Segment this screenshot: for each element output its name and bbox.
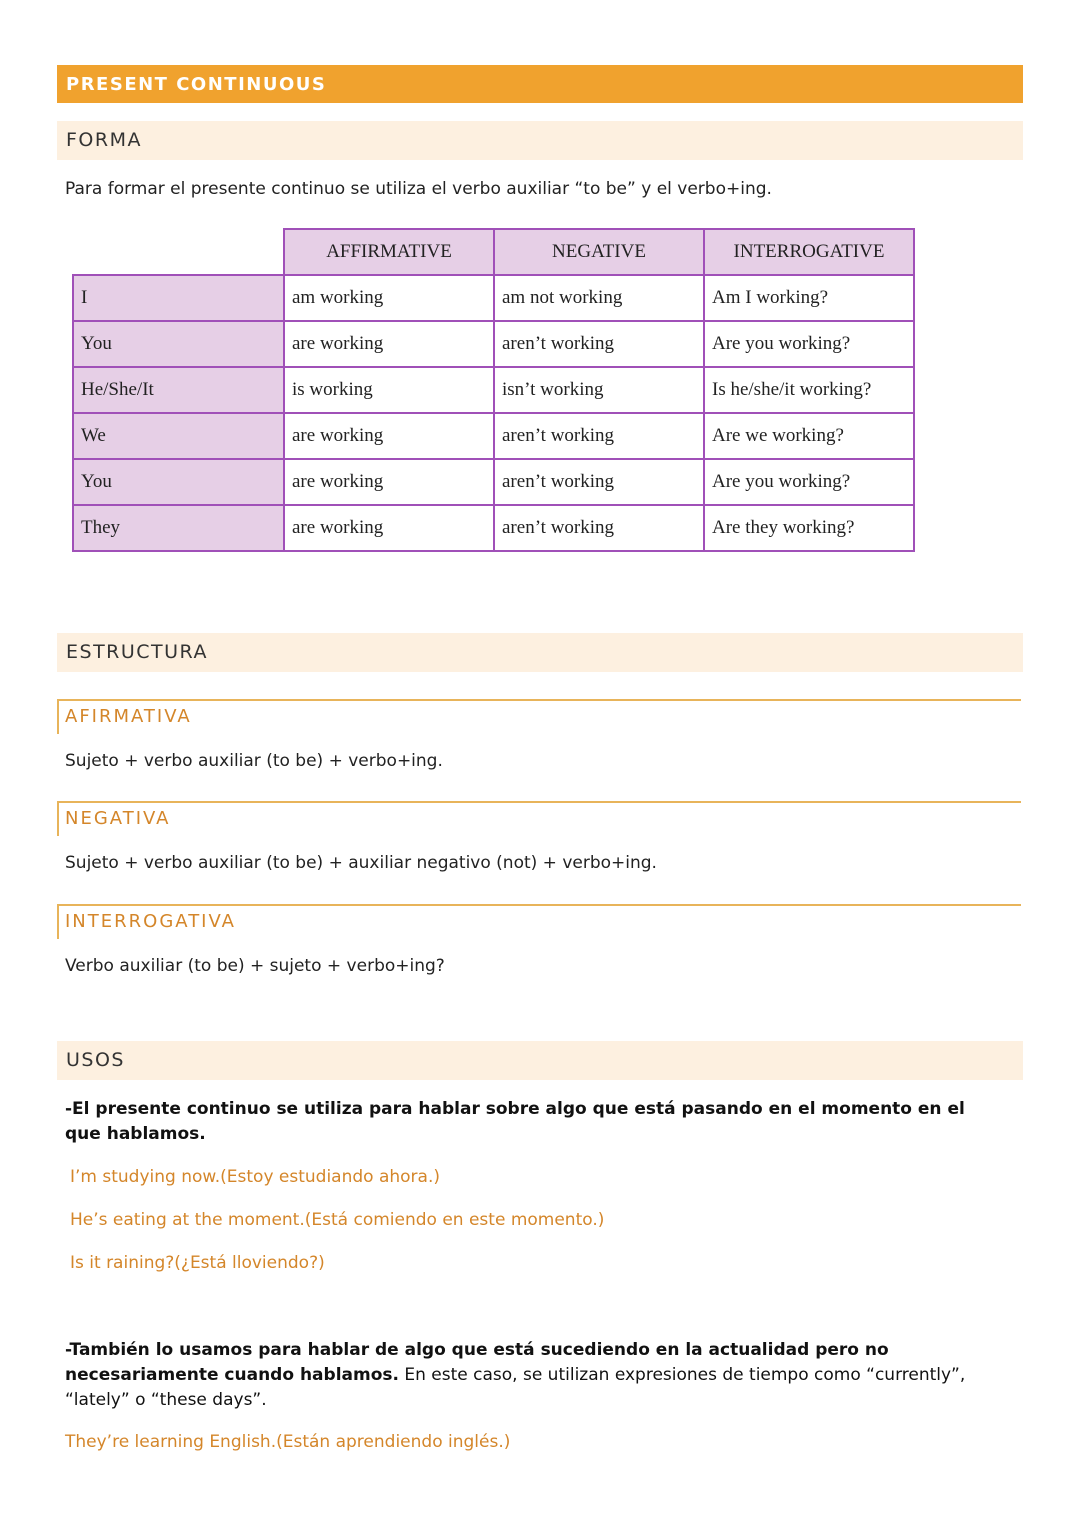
negative-cell: aren’t working bbox=[494, 505, 704, 551]
forma-heading: FORMA bbox=[66, 129, 142, 151]
affirmative-cell: am working bbox=[284, 275, 494, 321]
example-sentence: Is it raining?(¿Está lloviendo?) bbox=[70, 1253, 325, 1273]
use-one-text: -El presente continuo se utiliza para hablar sobre algo que está pasando en el momento en el que hablamos. bbox=[65, 1099, 965, 1144]
afirmativa-subheader bbox=[57, 699, 1021, 734]
interrogative-cell: Are you working? bbox=[704, 459, 914, 505]
interrogativa-text: Verbo auxiliar (to be) + sujeto + verbo+ing? bbox=[65, 956, 445, 976]
header-interrogative: INTERROGATIVE bbox=[704, 229, 914, 275]
use-two-bold: -También lo usamos para hablar de algo que está sucediendo en la actualidad pero no necesariamente cuando hablamos. bbox=[65, 1340, 889, 1385]
afirmativa-text: Sujeto + verbo auxiliar (to be) + verbo+ing. bbox=[65, 751, 443, 771]
header-negative: NEGATIVE bbox=[494, 229, 704, 275]
usos-section-header bbox=[57, 1041, 1023, 1080]
pronoun-cell: They bbox=[73, 505, 284, 551]
header-affirmative: AFFIRMATIVE bbox=[284, 229, 494, 275]
interrogative-cell: Are we working? bbox=[704, 413, 914, 459]
forma-section-header bbox=[57, 121, 1023, 160]
table-header-row bbox=[73, 229, 914, 275]
estructura-heading: ESTRUCTURA bbox=[66, 641, 208, 663]
interrogative-cell: Are you working? bbox=[704, 321, 914, 367]
negative-cell: am not working bbox=[494, 275, 704, 321]
use-two-rest: En este caso, se utilizan expresiones de tiempo como “currently”, “lately” o “these days”. bbox=[65, 1365, 966, 1410]
affirmative-cell: are working bbox=[284, 321, 494, 367]
example-sentence: They’re learning English.(Están aprendiendo inglés.) bbox=[65, 1432, 511, 1452]
table-row bbox=[73, 459, 914, 505]
example-sentence: He’s eating at the moment.(Está comiendo en este momento.) bbox=[70, 1210, 605, 1230]
negative-cell: aren’t working bbox=[494, 321, 704, 367]
table-row bbox=[73, 321, 914, 367]
conjugation-table bbox=[72, 228, 915, 552]
negative-cell: aren’t working bbox=[494, 459, 704, 505]
table-row bbox=[73, 275, 914, 321]
table-row bbox=[73, 413, 914, 459]
forma-intro: Para formar el presente continuo se utiliza el verbo auxiliar “to be” y el verbo+ing. bbox=[65, 179, 772, 199]
table-corner bbox=[73, 229, 284, 275]
interrogative-cell: Am I working? bbox=[704, 275, 914, 321]
example-sentence: I’m studying now.(Estoy estudiando ahora.) bbox=[70, 1167, 440, 1187]
afirmativa-label: AFIRMATIVA bbox=[65, 706, 192, 727]
table-row bbox=[73, 505, 914, 551]
affirmative-cell: is working bbox=[284, 367, 494, 413]
table-row bbox=[73, 367, 914, 413]
affirmative-cell: are working bbox=[284, 413, 494, 459]
negative-cell: isn’t working bbox=[494, 367, 704, 413]
negative-cell: aren’t working bbox=[494, 413, 704, 459]
interrogativa-label: INTERROGATIVA bbox=[65, 911, 236, 932]
estructura-section-header bbox=[57, 633, 1023, 672]
affirmative-cell: are working bbox=[284, 505, 494, 551]
pronoun-cell: He/She/It bbox=[73, 367, 284, 413]
use-two-text bbox=[65, 1338, 1005, 1413]
affirmative-cell: are working bbox=[284, 459, 494, 505]
negativa-text: Sujeto + verbo auxiliar (to be) + auxiliar negativo (not) + verbo+ing. bbox=[65, 853, 657, 873]
page-title: PRESENT CONTINUOUS bbox=[66, 74, 327, 95]
pronoun-cell: You bbox=[73, 321, 284, 367]
pronoun-cell: We bbox=[73, 413, 284, 459]
pronoun-cell: You bbox=[73, 459, 284, 505]
pronoun-cell: I bbox=[73, 275, 284, 321]
negativa-label: NEGATIVA bbox=[65, 808, 171, 829]
title-bar bbox=[57, 65, 1023, 103]
interrogative-cell: Is he/she/it working? bbox=[704, 367, 914, 413]
usos-heading: USOS bbox=[66, 1049, 125, 1071]
interrogative-cell: Are they working? bbox=[704, 505, 914, 551]
interrogativa-subheader bbox=[57, 904, 1021, 939]
negativa-subheader bbox=[57, 801, 1021, 836]
